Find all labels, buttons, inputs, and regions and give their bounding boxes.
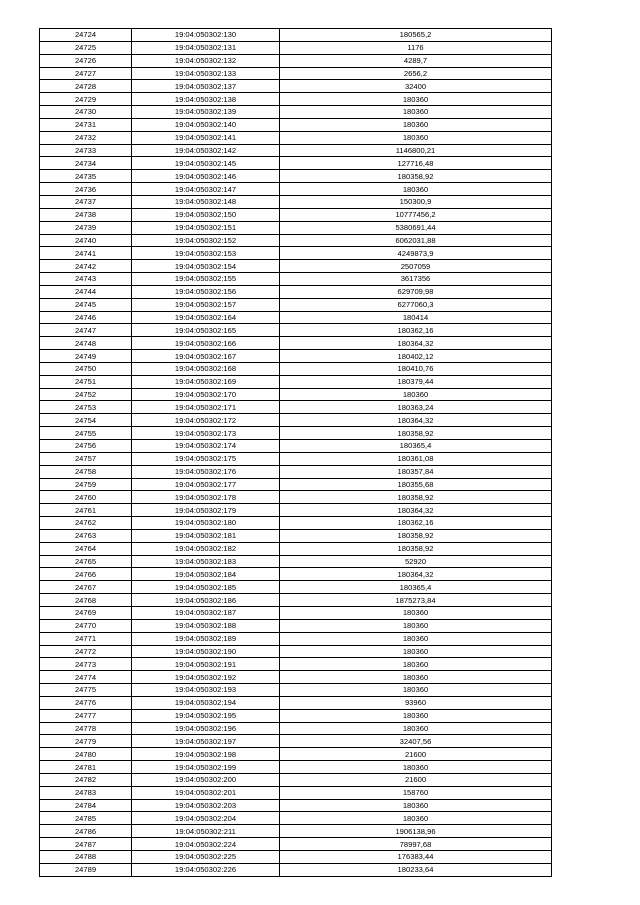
row-number-cell: 24732 (40, 131, 132, 144)
cadastral-number-cell: 19:04:050302:145 (132, 157, 280, 170)
row-number-cell: 24731 (40, 118, 132, 131)
table-row (40, 786, 552, 799)
row-number-cell: 24748 (40, 337, 132, 350)
cadastral-number-cell: 19:04:050302:186 (132, 594, 280, 607)
table-row (40, 773, 552, 786)
table-row (40, 735, 552, 748)
table-row (40, 41, 552, 54)
row-number-cell: 24752 (40, 388, 132, 401)
row-number-cell: 24771 (40, 632, 132, 645)
table-row (40, 452, 552, 465)
value-cell: 180233,64 (280, 863, 552, 876)
table-row (40, 709, 552, 722)
value-cell: 180360 (280, 709, 552, 722)
value-cell: 180360 (280, 388, 552, 401)
cadastral-number-cell: 19:04:050302:201 (132, 786, 280, 799)
value-cell: 180360 (280, 118, 552, 131)
cadastral-number-cell: 19:04:050302:195 (132, 709, 280, 722)
value-cell: 180362,16 (280, 517, 552, 530)
row-number-cell: 24759 (40, 478, 132, 491)
cadastral-number-cell: 19:04:050302:152 (132, 234, 280, 247)
table-row (40, 517, 552, 530)
value-cell: 180363,24 (280, 401, 552, 414)
value-cell: 21600 (280, 748, 552, 761)
table-row (40, 285, 552, 298)
value-cell: 4289,7 (280, 54, 552, 67)
row-number-cell: 24741 (40, 247, 132, 260)
cadastral-number-cell: 19:04:050302:138 (132, 93, 280, 106)
table-row (40, 106, 552, 119)
value-cell: 93960 (280, 696, 552, 709)
cadastral-number-cell: 19:04:050302:131 (132, 41, 280, 54)
value-cell: 180360 (280, 632, 552, 645)
row-number-cell: 24768 (40, 594, 132, 607)
row-number-cell: 24736 (40, 183, 132, 196)
row-number-cell: 24738 (40, 208, 132, 221)
value-cell: 180360 (280, 131, 552, 144)
table-row (40, 247, 552, 260)
value-cell: 180361,08 (280, 452, 552, 465)
row-number-cell: 24724 (40, 29, 132, 42)
row-number-cell: 24770 (40, 619, 132, 632)
value-cell: 180358,92 (280, 170, 552, 183)
row-number-cell: 24745 (40, 298, 132, 311)
row-number-cell: 24756 (40, 440, 132, 453)
table-row (40, 632, 552, 645)
table-row (40, 144, 552, 157)
table-row (40, 478, 552, 491)
table-row (40, 183, 552, 196)
row-number-cell: 24761 (40, 504, 132, 517)
row-number-cell: 24783 (40, 786, 132, 799)
value-cell: 180360 (280, 658, 552, 671)
row-number-cell: 24777 (40, 709, 132, 722)
cadastral-number-cell: 19:04:050302:166 (132, 337, 280, 350)
table-row (40, 529, 552, 542)
table-row (40, 440, 552, 453)
value-cell: 180358,92 (280, 491, 552, 504)
cadastral-number-cell: 19:04:050302:178 (132, 491, 280, 504)
table-row (40, 234, 552, 247)
row-number-cell: 24780 (40, 748, 132, 761)
row-number-cell: 24727 (40, 67, 132, 80)
row-number-cell: 24763 (40, 529, 132, 542)
row-number-cell: 24772 (40, 645, 132, 658)
value-cell: 2507059 (280, 260, 552, 273)
row-number-cell: 24769 (40, 606, 132, 619)
table-row (40, 375, 552, 388)
value-cell: 6062031,88 (280, 234, 552, 247)
cadastral-number-cell: 19:04:050302:171 (132, 401, 280, 414)
row-number-cell: 24760 (40, 491, 132, 504)
value-cell: 180364,32 (280, 504, 552, 517)
row-number-cell: 24740 (40, 234, 132, 247)
data-table (39, 28, 552, 877)
row-number-cell: 24778 (40, 722, 132, 735)
value-cell: 1176 (280, 41, 552, 54)
row-number-cell: 24737 (40, 195, 132, 208)
cadastral-number-cell: 19:04:050302:188 (132, 619, 280, 632)
table-row (40, 221, 552, 234)
value-cell: 5380691,44 (280, 221, 552, 234)
cadastral-number-cell: 19:04:050302:193 (132, 684, 280, 697)
cadastral-number-cell: 19:04:050302:167 (132, 350, 280, 363)
cadastral-number-cell: 19:04:050302:187 (132, 606, 280, 619)
table-row (40, 350, 552, 363)
table-row (40, 118, 552, 131)
row-number-cell: 24776 (40, 696, 132, 709)
cadastral-number-cell: 19:04:050302:154 (132, 260, 280, 273)
cadastral-number-cell: 19:04:050302:199 (132, 761, 280, 774)
row-number-cell: 24754 (40, 414, 132, 427)
cadastral-number-cell: 19:04:050302:182 (132, 542, 280, 555)
row-number-cell: 24753 (40, 401, 132, 414)
table-row (40, 851, 552, 864)
value-cell: 180355,68 (280, 478, 552, 491)
table-row (40, 542, 552, 555)
row-number-cell: 24751 (40, 375, 132, 388)
value-cell: 32407,56 (280, 735, 552, 748)
cadastral-number-cell: 19:04:050302:174 (132, 440, 280, 453)
table-row (40, 671, 552, 684)
table-row (40, 260, 552, 273)
row-number-cell: 24787 (40, 838, 132, 851)
cadastral-number-cell: 19:04:050302:185 (132, 581, 280, 594)
cadastral-number-cell: 19:04:050302:190 (132, 645, 280, 658)
value-cell: 4249873,9 (280, 247, 552, 260)
table-row (40, 208, 552, 221)
value-cell: 180360 (280, 812, 552, 825)
value-cell: 150300,9 (280, 195, 552, 208)
row-number-cell: 24785 (40, 812, 132, 825)
row-number-cell: 24773 (40, 658, 132, 671)
table-row (40, 799, 552, 812)
row-number-cell: 24742 (40, 260, 132, 273)
table-row (40, 863, 552, 876)
row-number-cell: 24784 (40, 799, 132, 812)
value-cell: 180360 (280, 799, 552, 812)
row-number-cell: 24782 (40, 773, 132, 786)
row-number-cell: 24764 (40, 542, 132, 555)
table-row (40, 29, 552, 42)
cadastral-number-cell: 19:04:050302:198 (132, 748, 280, 761)
table-row (40, 414, 552, 427)
cadastral-number-cell: 19:04:050302:137 (132, 80, 280, 93)
cadastral-number-cell: 19:04:050302:224 (132, 838, 280, 851)
row-number-cell: 24730 (40, 106, 132, 119)
cadastral-number-cell: 19:04:050302:168 (132, 362, 280, 375)
table-row (40, 465, 552, 478)
cadastral-number-cell: 19:04:050302:189 (132, 632, 280, 645)
value-cell: 180365,4 (280, 581, 552, 594)
cadastral-number-cell: 19:04:050302:146 (132, 170, 280, 183)
table-row (40, 311, 552, 324)
table-row (40, 684, 552, 697)
cadastral-number-cell: 19:04:050302:172 (132, 414, 280, 427)
table-row (40, 67, 552, 80)
cadastral-number-cell: 19:04:050302:181 (132, 529, 280, 542)
value-cell: 180364,32 (280, 568, 552, 581)
cadastral-number-cell: 19:04:050302:169 (132, 375, 280, 388)
table-row (40, 131, 552, 144)
value-cell: 180360 (280, 606, 552, 619)
value-cell: 21600 (280, 773, 552, 786)
value-cell: 180357,84 (280, 465, 552, 478)
value-cell: 1146800,21 (280, 144, 552, 157)
value-cell: 176383,44 (280, 851, 552, 864)
cadastral-number-cell: 19:04:050302:155 (132, 273, 280, 286)
value-cell: 180358,92 (280, 529, 552, 542)
cadastral-number-cell: 19:04:050302:194 (132, 696, 280, 709)
value-cell: 180358,92 (280, 542, 552, 555)
value-cell: 127716,48 (280, 157, 552, 170)
row-number-cell: 24750 (40, 362, 132, 375)
value-cell: 32400 (280, 80, 552, 93)
row-number-cell: 24766 (40, 568, 132, 581)
cadastral-number-cell: 19:04:050302:164 (132, 311, 280, 324)
cadastral-number-cell: 19:04:050302:151 (132, 221, 280, 234)
value-cell: 180402,12 (280, 350, 552, 363)
row-number-cell: 24762 (40, 517, 132, 530)
value-cell: 180364,32 (280, 337, 552, 350)
row-number-cell: 24733 (40, 144, 132, 157)
row-number-cell: 24789 (40, 863, 132, 876)
row-number-cell: 24747 (40, 324, 132, 337)
cadastral-number-cell: 19:04:050302:196 (132, 722, 280, 735)
value-cell: 180360 (280, 619, 552, 632)
value-cell: 180362,16 (280, 324, 552, 337)
cadastral-number-cell: 19:04:050302:211 (132, 825, 280, 838)
value-cell: 180410,76 (280, 362, 552, 375)
row-number-cell: 24743 (40, 273, 132, 286)
table-row (40, 555, 552, 568)
cadastral-number-cell: 19:04:050302:153 (132, 247, 280, 260)
value-cell: 78997,68 (280, 838, 552, 851)
table-row (40, 761, 552, 774)
table-row (40, 401, 552, 414)
row-number-cell: 24779 (40, 735, 132, 748)
cadastral-number-cell: 19:04:050302:176 (132, 465, 280, 478)
row-number-cell: 24781 (40, 761, 132, 774)
cadastral-number-cell: 19:04:050302:175 (132, 452, 280, 465)
table-row (40, 619, 552, 632)
table-row (40, 170, 552, 183)
cadastral-number-cell: 19:04:050302:200 (132, 773, 280, 786)
value-cell: 180360 (280, 93, 552, 106)
row-number-cell: 24728 (40, 80, 132, 93)
row-number-cell: 24788 (40, 851, 132, 864)
cadastral-number-cell: 19:04:050302:225 (132, 851, 280, 864)
cadastral-number-cell: 19:04:050302:133 (132, 67, 280, 80)
table-row (40, 362, 552, 375)
cadastral-number-cell: 19:04:050302:192 (132, 671, 280, 684)
cadastral-number-cell: 19:04:050302:132 (132, 54, 280, 67)
value-cell: 180358,92 (280, 427, 552, 440)
row-number-cell: 24758 (40, 465, 132, 478)
row-number-cell: 24739 (40, 221, 132, 234)
table-row (40, 594, 552, 607)
cadastral-number-cell: 19:04:050302:173 (132, 427, 280, 440)
table-row (40, 825, 552, 838)
table-row (40, 812, 552, 825)
table-row (40, 568, 552, 581)
cadastral-number-cell: 19:04:050302:165 (132, 324, 280, 337)
row-number-cell: 24734 (40, 157, 132, 170)
cadastral-number-cell: 19:04:050302:140 (132, 118, 280, 131)
row-number-cell: 24725 (40, 41, 132, 54)
value-cell: 180360 (280, 684, 552, 697)
table-row (40, 195, 552, 208)
cadastral-number-cell: 19:04:050302:226 (132, 863, 280, 876)
cadastral-number-cell: 19:04:050302:156 (132, 285, 280, 298)
table-row (40, 581, 552, 594)
cadastral-number-cell: 19:04:050302:139 (132, 106, 280, 119)
cadastral-number-cell: 19:04:050302:130 (132, 29, 280, 42)
table-row (40, 722, 552, 735)
row-number-cell: 24786 (40, 825, 132, 838)
table-row (40, 157, 552, 170)
value-cell: 158760 (280, 786, 552, 799)
cadastral-number-cell: 19:04:050302:203 (132, 799, 280, 812)
value-cell: 52920 (280, 555, 552, 568)
row-number-cell: 24735 (40, 170, 132, 183)
value-cell: 629709,98 (280, 285, 552, 298)
cadastral-number-cell: 19:04:050302:142 (132, 144, 280, 157)
row-number-cell: 24757 (40, 452, 132, 465)
table-body (40, 29, 552, 877)
table-row (40, 748, 552, 761)
cadastral-number-cell: 19:04:050302:180 (132, 517, 280, 530)
row-number-cell: 24749 (40, 350, 132, 363)
table-row (40, 388, 552, 401)
table-row (40, 324, 552, 337)
value-cell: 180360 (280, 671, 552, 684)
table-row (40, 93, 552, 106)
cadastral-number-cell: 19:04:050302:157 (132, 298, 280, 311)
row-number-cell: 24775 (40, 684, 132, 697)
cadastral-number-cell: 19:04:050302:150 (132, 208, 280, 221)
table-row (40, 696, 552, 709)
table-row (40, 273, 552, 286)
table-row (40, 80, 552, 93)
cadastral-number-cell: 19:04:050302:177 (132, 478, 280, 491)
row-number-cell: 24755 (40, 427, 132, 440)
table-row (40, 606, 552, 619)
cadastral-number-cell: 19:04:050302:184 (132, 568, 280, 581)
cadastral-number-cell: 19:04:050302:148 (132, 195, 280, 208)
value-cell: 3617356 (280, 273, 552, 286)
row-number-cell: 24726 (40, 54, 132, 67)
cadastral-number-cell: 19:04:050302:179 (132, 504, 280, 517)
table-row (40, 504, 552, 517)
table-row (40, 645, 552, 658)
row-number-cell: 24744 (40, 285, 132, 298)
value-cell: 180360 (280, 183, 552, 196)
value-cell: 180414 (280, 311, 552, 324)
value-cell: 180360 (280, 106, 552, 119)
value-cell: 180365,4 (280, 440, 552, 453)
value-cell: 180360 (280, 645, 552, 658)
value-cell: 10777456,2 (280, 208, 552, 221)
value-cell: 180379,44 (280, 375, 552, 388)
table-row (40, 298, 552, 311)
value-cell: 6277060,3 (280, 298, 552, 311)
table-row (40, 838, 552, 851)
cadastral-number-cell: 19:04:050302:147 (132, 183, 280, 196)
table-row (40, 337, 552, 350)
cadastral-number-cell: 19:04:050302:170 (132, 388, 280, 401)
value-cell: 180360 (280, 761, 552, 774)
value-cell: 180360 (280, 722, 552, 735)
table-row (40, 427, 552, 440)
table-row (40, 491, 552, 504)
value-cell: 1906138,96 (280, 825, 552, 838)
value-cell: 180364,32 (280, 414, 552, 427)
cadastral-number-cell: 19:04:050302:141 (132, 131, 280, 144)
value-cell: 180565,2 (280, 29, 552, 42)
cadastral-number-cell: 19:04:050302:183 (132, 555, 280, 568)
row-number-cell: 24765 (40, 555, 132, 568)
cadastral-number-cell: 19:04:050302:197 (132, 735, 280, 748)
cadastral-number-cell: 19:04:050302:204 (132, 812, 280, 825)
table-row (40, 658, 552, 671)
table-row (40, 54, 552, 67)
cadastral-number-cell: 19:04:050302:191 (132, 658, 280, 671)
row-number-cell: 24746 (40, 311, 132, 324)
row-number-cell: 24774 (40, 671, 132, 684)
value-cell: 1875273,84 (280, 594, 552, 607)
row-number-cell: 24767 (40, 581, 132, 594)
row-number-cell: 24729 (40, 93, 132, 106)
value-cell: 2656,2 (280, 67, 552, 80)
